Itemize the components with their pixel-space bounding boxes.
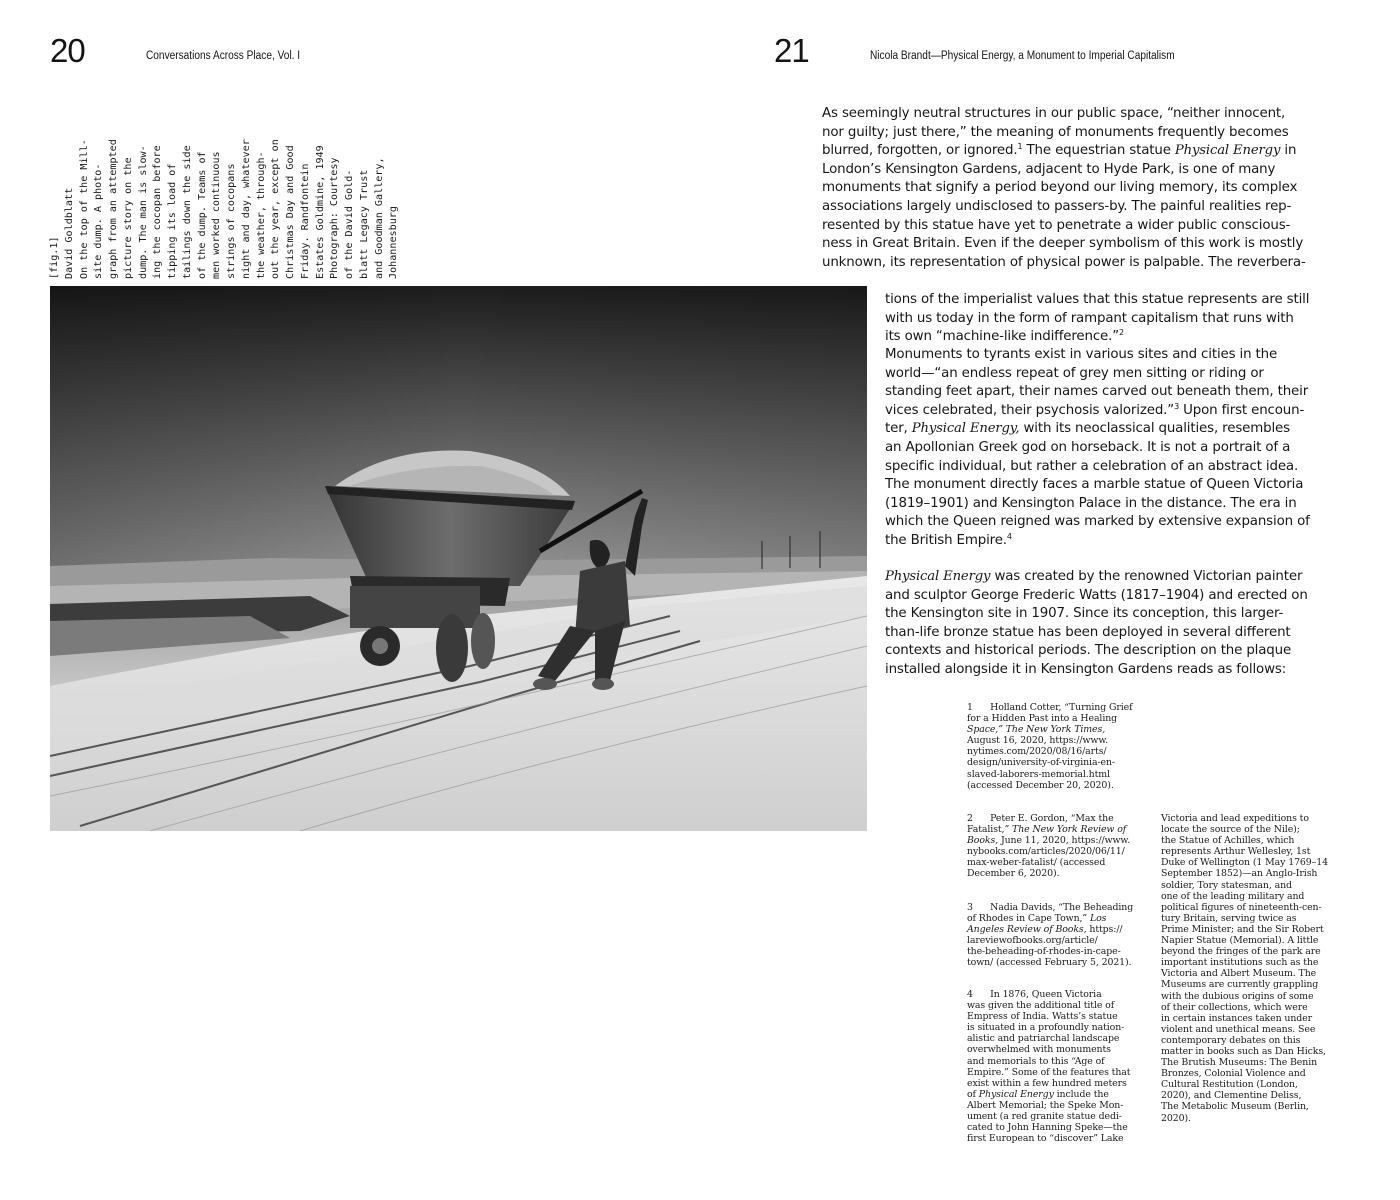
footnote-line: Bronzes, Colonial Violence and <box>1161 1068 1306 1080</box>
body-line: As seemingly neutral structures in our public space, “neither innocent, <box>822 106 1286 121</box>
body-line: monuments that signify a period beyond our living memory, its complex <box>822 180 1298 196</box>
body-line: with its neoclassical qualities, resembles <box>1019 421 1290 437</box>
footnote-line: ument (a red granite statue dedi- <box>967 1111 1122 1123</box>
footnote-line: soldier, Tory statesman, and <box>1161 879 1292 891</box>
footnote-line: Napier Statue (Memorial). A little <box>1161 935 1319 947</box>
figure-caption <box>48 113 403 279</box>
body-line: than-life bronze statue has been deployed in several different <box>885 624 1291 640</box>
caption-line: of the dump. Teams of <box>196 151 208 279</box>
footnote-line: was given the additional title of <box>967 1000 1115 1012</box>
footnote-line: lareviewofbooks.org/article/ <box>967 935 1098 947</box>
body-line: specific individual, but rather a celebration of an abstract idea. <box>885 458 1299 474</box>
footnote-line: 2020), and Clementine Deliss, <box>1161 1090 1302 1102</box>
footnote-line: 2020). <box>1161 1112 1191 1124</box>
footnote-ref-3: 3 <box>1174 401 1180 411</box>
body-line: resented by this statue have yet to penetrate a wider public conscious- <box>822 217 1291 233</box>
footnote-line: and memorials to this “Age of <box>967 1055 1105 1067</box>
footnote-line: Empress of India. Watts’s statue <box>967 1011 1118 1023</box>
body-line: which the Queen reigned was marked by extensive expansion of <box>885 514 1310 530</box>
footnote-line: contemporary debates on this <box>1161 1034 1301 1046</box>
caption-line: night and day, whatever <box>240 139 252 279</box>
caption-line: Christmas Day and Good <box>285 145 296 279</box>
footnote-line: 4 In 1876, Queen Victoria <box>967 989 1102 1000</box>
right-page-number: 21 <box>774 32 809 69</box>
footnote-line: is situated in a profoundly nation- <box>967 1022 1125 1034</box>
body-line: (1819–1901) and Kensington Palace in the distance. The era in <box>885 495 1297 511</box>
footnote-line: alistic and patriarchal landscape <box>967 1033 1120 1045</box>
footnote-line: nybooks.com/articles/2020/06/11/ <box>967 846 1125 858</box>
body-line: London’s Kensington Gardens, adjacent to Hyde Park, is one of many <box>822 161 1276 177</box>
footnote-line: of Rhodes in Cape Town,” <box>967 913 1090 925</box>
footnote-line: the Statue of Achilles, which <box>1161 835 1295 847</box>
body-line: ter, <box>885 421 912 437</box>
footnote-line: Los <box>1089 913 1107 925</box>
body-line: and sculptor George Frederic Watts (1817–1904) and erected on <box>885 587 1308 603</box>
footnote-line: June 11, 2020, https://www. <box>998 835 1131 847</box>
caption-line: [fig.1] <box>49 236 60 279</box>
footnote-line: important institutions such as the <box>1161 957 1319 969</box>
footnote-line: 3 Nadia Davids, “The Beheading <box>967 902 1134 913</box>
caption-line: dump. The man is slow- <box>137 145 149 279</box>
body-line: associations largely undisclosed to passers-by. The painful realities rep- <box>822 198 1292 214</box>
body-line: with us today in the form of rampant capitalism that runs with <box>885 310 1294 326</box>
body-paragraph-1 <box>822 105 1306 272</box>
footnote-line: locate the source of the Nile); <box>1161 824 1300 836</box>
footnote-line: political figures of nineteenth-cen- <box>1161 901 1322 913</box>
footnote-3 <box>967 902 1133 969</box>
footnote-2 <box>967 813 1130 880</box>
caption-line: tailings down the side <box>181 145 193 279</box>
body-line: an Apollonian Greek god on horseback. It is not a portrait of a <box>885 439 1291 455</box>
caption-line: ing the cocopan before <box>152 145 164 279</box>
caption-line: Johannesburg <box>388 206 400 279</box>
footnote-line: Victoria and Albert Museum. The <box>1161 968 1317 980</box>
italic-title: Physical Energy <box>885 569 991 584</box>
footnote-line: Physical Energy <box>978 1088 1054 1100</box>
footnote-line: represents Arthur Wellesley, 1st <box>1161 846 1311 858</box>
body-line: installed alongside it in Kensington Gardens reads as follows: <box>885 661 1287 677</box>
footnote-line: The Metabolic Museum (Berlin, <box>1161 1101 1309 1113</box>
body-line: unknown, its representation of physical power is palpable. The reverbera- <box>822 254 1306 270</box>
body-line: vices celebrated, their psychosis valorized.” <box>885 402 1175 418</box>
caption-line: men worked continuous <box>211 151 223 279</box>
footnote-line: violent and unethical means. See <box>1161 1023 1316 1035</box>
left-page-number: 20 <box>50 32 85 69</box>
body-line: world—“an endless repeat of grey men sitting or riding or <box>885 365 1264 381</box>
caption-line: tipping its load of <box>167 163 178 279</box>
footnote-line: The Brutish Museums: The Benin <box>1161 1057 1318 1069</box>
footnote-1 <box>967 702 1133 791</box>
footnote-line: in certain instances taken under <box>1161 1012 1313 1024</box>
body-line: contexts and historical periods. The description on the plaque <box>885 643 1292 659</box>
caption-line: strings of cocopans <box>226 163 237 279</box>
footnote-line: Space,” The New York Times, <box>967 724 1106 736</box>
body-line: ness in Great Britain. Even if the deeper symbolism of this work is mostly <box>822 236 1304 252</box>
footnote-line: include the <box>1053 1088 1109 1100</box>
footnote-line: tury Britain, serving twice as <box>1161 912 1297 924</box>
footnote-line: The New York Review of <box>1012 824 1127 836</box>
footnote-4-continued <box>1161 813 1328 1124</box>
footnote-line: the-beheading-of-rhodes-in-cape- <box>967 946 1121 958</box>
italic-title: Physical Energy, <box>911 421 1020 437</box>
caption-line: site dump. A photo- <box>93 163 105 279</box>
caption-line: Photograph: Courtesy <box>329 157 341 279</box>
footnote-line: September 1852)—an Anglo-Irish <box>1161 868 1318 880</box>
body-paragraph-3 <box>885 568 1308 680</box>
footnote-line: town/ (accessed February 5, 2021). <box>967 957 1132 969</box>
footnote-line: Cultural Restitution (London, <box>1161 1079 1298 1091</box>
body-line: blurred, forgotten, or ignored. <box>822 143 1018 159</box>
figure-caption-text <box>48 113 403 279</box>
footnote-line: first European to “discover” Lake <box>967 1133 1124 1145</box>
footnote-line: max-weber-fatalist/ (accessed <box>967 857 1106 869</box>
footnote-line: slaved-laborers-memorial.html <box>967 768 1110 780</box>
left-running-head: Conversations Across Place, Vol. I <box>146 50 301 62</box>
footnote-4 <box>967 989 1130 1144</box>
caption-line: Friday. Randfontein <box>299 163 311 279</box>
footnote-line: (accessed December 20, 2020). <box>967 779 1114 791</box>
footnote-line: nytimes.com/2020/08/16/arts/ <box>967 746 1107 758</box>
footnote-line: Fatalist,” <box>967 824 1013 836</box>
caption-line: Estates Goldmine, 1949 <box>314 145 326 279</box>
footnote-line: Albert Memorial; the Speke Mon- <box>967 1099 1124 1111</box>
footnote-line: design/university-of-virginia-en- <box>967 757 1115 769</box>
footnote-line: August 16, 2020, https://www. <box>967 735 1109 747</box>
footnote-line: for a Hidden Past into a Healing <box>967 713 1118 725</box>
footnote-line: with the dubious origins of some <box>1161 990 1314 1002</box>
caption-line: On the top of the Mill- <box>78 139 90 279</box>
body-line: nor guilty; just there,” the meaning of monuments frequently becomes <box>822 124 1289 140</box>
body-line: Monuments to tyrants exist in various sites and cities in the <box>885 347 1278 362</box>
footnote-ref-2: 2 <box>1119 328 1124 338</box>
photograph <box>50 286 867 831</box>
footnote-ref-4: 4 <box>1006 531 1012 541</box>
footnote-ref-1: 1 <box>1017 142 1023 152</box>
body-line: tions of the imperialist values that this statue represents are still <box>885 292 1310 307</box>
body-line: was created by the renowned Victorian painter <box>990 569 1303 584</box>
footnote-line: Angeles Review of Books, <box>967 924 1087 936</box>
footnote-line: 2 Peter E. Gordon, “Max the <box>967 813 1114 824</box>
footnote-line: Empire.” Some of the features that <box>967 1066 1131 1078</box>
footnote-line: exist within a few hundred meters <box>967 1077 1127 1089</box>
caption-line: and Goodman Gallery, <box>373 157 385 279</box>
caption-line: graph from an attempted <box>108 139 119 279</box>
footnote-line: cated to John Hanning Speke—the <box>967 1122 1128 1134</box>
right-running-head: Nicola Brandt—Physical Energy, a Monument to Imperial Capitalism <box>870 50 1175 62</box>
footnote-line: one of the leading military and <box>1161 890 1305 902</box>
body-line: its own “machine-like indifference.” <box>885 329 1120 345</box>
footnote-line: 1 Holland Cotter, “Turning Grief <box>967 702 1133 713</box>
footnote-line: Prime Minister; and the Sir Robert <box>1161 923 1324 935</box>
caption-line: the weather, through- <box>255 151 267 279</box>
caption-line: David Goldblatt <box>63 187 75 279</box>
footnote-line: overwhelmed with monuments <box>967 1044 1111 1056</box>
caption-line: of the David Gold- <box>344 169 355 279</box>
caption-line: out the year, except on <box>270 139 282 279</box>
body-line: Upon first encoun- <box>1179 402 1305 418</box>
body-line: the British Empire. <box>885 532 1007 548</box>
footnote-line: Victoria and lead expeditions to <box>1161 813 1309 824</box>
caption-line: picture story on the <box>122 157 134 279</box>
footnote-line: beyond the fringes of the park are <box>1161 946 1321 958</box>
footnote-line: matter in books such as Dan Hicks, <box>1161 1045 1326 1057</box>
caption-line: blatt Legacy Trust <box>358 169 370 279</box>
footnote-line: December 6, 2020). <box>967 868 1060 880</box>
footnote-line: Duke of Wellington (1 May 1769–14 <box>1161 857 1328 869</box>
body-line: The monument directly faces a marble statue of Queen Victoria <box>885 477 1304 493</box>
body-line: in <box>1280 143 1297 159</box>
footnote-line: https:// <box>1086 924 1123 936</box>
footnote-line: Museums are currently grappling <box>1161 979 1319 991</box>
body-line: the Kensington site in 1907. Since its conception, this larger- <box>885 606 1284 622</box>
body-paragraph-1-indented <box>885 291 1309 347</box>
body-line: The equestrian statue <box>1022 143 1175 159</box>
photograph-image <box>50 286 867 831</box>
body-paragraph-2 <box>885 346 1310 551</box>
body-line: standing feet apart, their names carved out beneath them, their <box>885 384 1309 400</box>
footnote-line: of their collections, which were <box>1161 1001 1308 1013</box>
footnote-line: of <box>967 1088 979 1100</box>
italic-title: Physical Energy <box>1174 143 1281 159</box>
footnote-line: Books, <box>967 835 999 847</box>
